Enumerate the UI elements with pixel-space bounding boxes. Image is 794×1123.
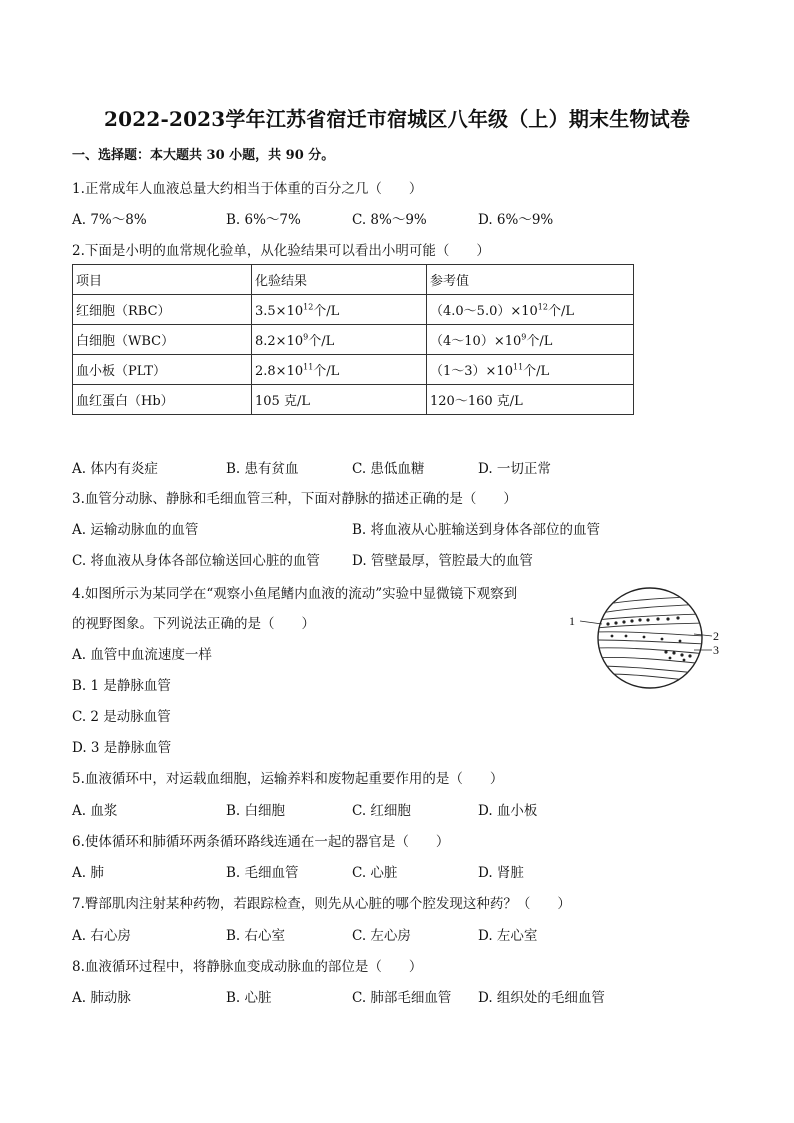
question-4-option-b: B. 1 是静脉血管 <box>72 678 171 694</box>
question-1-option-a: A. 7%～8% <box>72 212 147 228</box>
table-cell-item: 血红蛋白（Hb） <box>73 385 252 415</box>
question-5-option-a: A. 血浆 <box>72 803 118 819</box>
section-heading: 一、选择题：本大题共 30 小题，共 90 分。 <box>72 148 335 163</box>
question-2-stem: 2.下面是小明的血常规化验单，从化验结果可以看出小明可能（ ） <box>72 243 490 259</box>
table-cell-result: $2.8\times 10^{11}$个/L <box>252 355 427 385</box>
question-4-option-a: A. 血管中血流速度一样 <box>72 647 212 663</box>
question-8-stem: 8.血液循环过程中，将静脉血变成动脉血的部位是（ ） <box>72 959 423 975</box>
table-header-item: 项目 <box>73 265 252 295</box>
label-1-leader <box>580 621 602 624</box>
table-cell-item: 血小板（PLT） <box>73 355 252 385</box>
question-8-option-c: C. 肺部毛细血管 <box>352 990 452 1006</box>
question-4-stem-line-1: 4.如图所示为某同学在“观察小鱼尾鳍内血液的流动”实验中显微镜下观察到 <box>72 586 518 602</box>
question-6-option-b: B. 毛细血管 <box>226 865 299 881</box>
table-row <box>73 295 634 325</box>
question-1-stem: 1.正常成年人血液总量大约相当于体重的百分之几（ ） <box>72 181 423 197</box>
question-3-option-c: C. 将血液从身体各部位输送回心脏的血管 <box>72 553 320 569</box>
question-7-option-a: A. 右心房 <box>72 928 131 944</box>
table-cell-reference: 120～160 克/L <box>427 385 634 415</box>
question-6-option-d: D. 肾脏 <box>478 865 524 881</box>
table-cell-reference: $(4\sim 10)\times 10^9$个/L <box>427 325 634 355</box>
table-cell-result: $3.5\times 10^{12}$个/L <box>252 295 427 325</box>
question-7-option-b: B. 右心室 <box>226 928 286 944</box>
question-4-option-c: C. 2 是动脉血管 <box>72 709 171 725</box>
table-header-result: 化验结果 <box>252 265 427 295</box>
figure-label-1: 1 <box>569 614 575 628</box>
question-6-option-c: C. 心脏 <box>352 865 398 881</box>
question-7-stem: 7.臀部肌肉注射某种药物，若跟踪检查，则先从心脏的哪个腔发现这种药？（ ） <box>72 896 571 912</box>
question-8-option-d: D. 组织处的毛细血管 <box>478 990 605 1006</box>
question-5-stem: 5.血液循环中，对运载血细胞，运输养料和废物起重要作用的是（ ） <box>72 771 504 787</box>
question-3-option-a: A. 运输动脉血的血管 <box>72 522 199 538</box>
table-cell-reference: $(4.0\sim 5.0)\times 10^{12}$个/L <box>427 295 634 325</box>
page-title: 2022-2023学年江苏省宿迁市宿城区八年级（上）期末生物试卷 <box>103 107 691 131</box>
table-cell-item: 红细胞（RBC） <box>73 295 252 325</box>
question-2-option-d: D. 一切正常 <box>478 461 551 477</box>
question-6-stem: 6.使体循环和肺循环两条循环路线连通在一起的器官是（ ） <box>72 834 450 850</box>
question-8-option-b: B. 心脏 <box>226 990 272 1006</box>
figure-label-2: 2 <box>713 629 719 643</box>
table-row <box>73 385 634 415</box>
table-header-row <box>73 265 634 295</box>
table-row <box>73 355 634 385</box>
question-5-option-c: C. 红细胞 <box>352 803 411 819</box>
table-cell-reference: $(1\sim 3)\times 10^{11}$个/L <box>427 355 634 385</box>
question-1-option-d: D. 6%～9% <box>478 212 554 228</box>
question-2-option-c: C. 患低血糖 <box>352 461 425 477</box>
microscope-field-figure <box>566 584 726 694</box>
question-7-option-c: C. 左心房 <box>352 928 411 944</box>
table-cell-result: $8.2\times 10^9$个/L <box>252 325 427 355</box>
question-2-option-a: A. 体内有炎症 <box>72 461 158 477</box>
question-3-option-d: D. 管壁最厚，管腔最大的血管 <box>352 553 533 569</box>
question-8-option-a: A. 肺动脉 <box>72 990 131 1006</box>
question-4-option-d: D. 3 是静脉血管 <box>72 740 172 756</box>
question-5-option-d: D. 血小板 <box>478 803 538 819</box>
table-cell-item: 白细胞（WBC） <box>73 325 252 355</box>
question-3-stem: 3.血管分动脉、静脉和毛细血管三种，下面对静脉的描述正确的是（ ） <box>72 491 517 507</box>
question-6-option-a: A. 肺 <box>72 865 104 881</box>
table-header-reference: 参考值 <box>427 265 634 295</box>
blood-test-table <box>72 264 634 415</box>
question-4-stem-line-2: 的视野图象。下列说法正确的是（ ） <box>72 616 315 632</box>
question-1-option-b: B. 6%～7% <box>226 212 301 228</box>
table-row <box>73 325 634 355</box>
question-2-option-b: B. 患有贫血 <box>226 461 299 477</box>
question-3-option-b: B. 将血液从心脏输送到身体各部位的血管 <box>352 522 601 538</box>
question-5-option-b: B. 白细胞 <box>226 803 286 819</box>
question-1-option-c: C. 8%～9% <box>352 212 427 228</box>
table-cell-result: 105 克/L <box>252 385 427 415</box>
figure-label-3: 3 <box>713 643 719 657</box>
question-7-option-d: D. 左心室 <box>478 928 538 944</box>
